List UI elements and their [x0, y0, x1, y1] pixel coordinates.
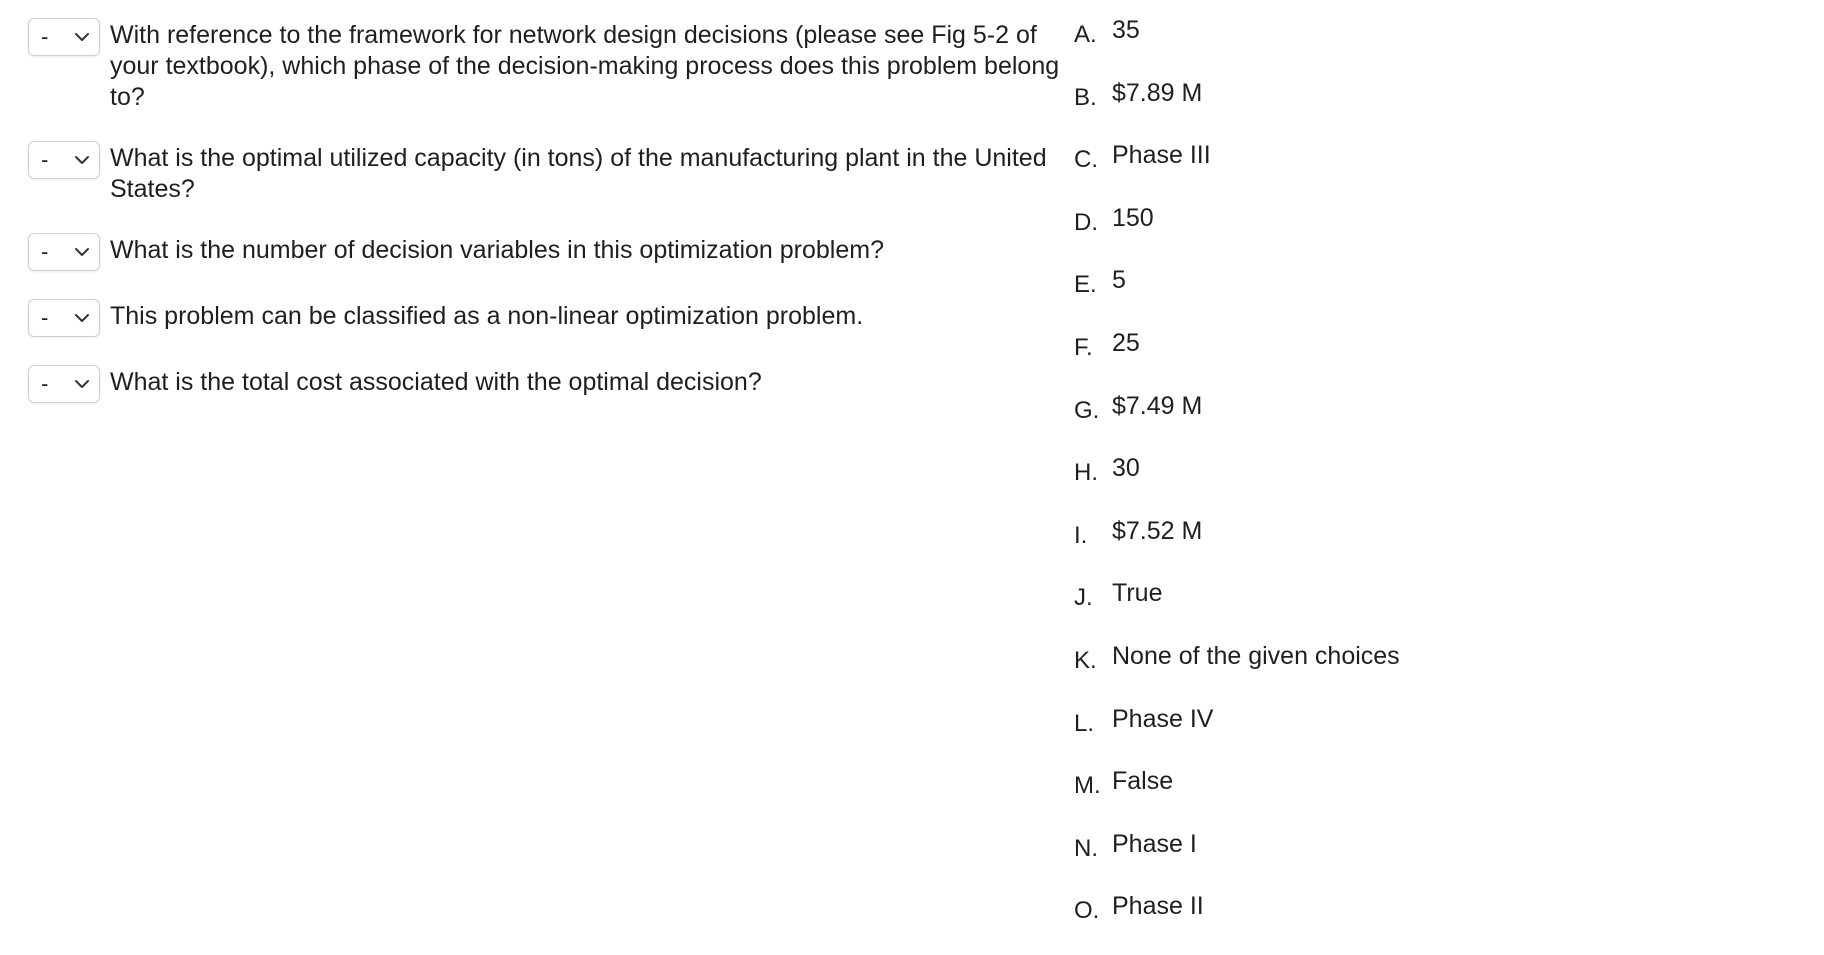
answer-letter: H.: [1074, 459, 1098, 487]
answer-choice: [1074, 705, 1774, 768]
answer-select-1[interactable]: [28, 18, 100, 56]
answer-letter: J.: [1074, 584, 1093, 612]
question-text: With reference to the framework for network design decisions (please see Fig 5-2 of your textbook), which phase of the decision-making process does this problem belong to?: [110, 21, 1060, 111]
chevron-down-icon: [73, 375, 91, 393]
answer-letter: B.: [1074, 83, 1097, 111]
answer-text: Phase IV: [1112, 704, 1214, 733]
answer-choice: [1074, 141, 1774, 204]
answer-choice: [1074, 79, 1774, 142]
answer-text: Phase I: [1112, 829, 1197, 858]
question-row: [28, 365, 1068, 403]
answer-letter: E.: [1074, 271, 1097, 299]
answer-letter: M.: [1074, 772, 1101, 800]
answer-letter: K.: [1074, 646, 1097, 674]
answer-choice: [1074, 579, 1774, 642]
answer-choices-list: [1074, 16, 1774, 955]
question-text: What is the number of decision variables in this optimization problem?: [110, 236, 884, 264]
answer-text: $7.89 M: [1112, 78, 1203, 107]
answer-letter: N.: [1074, 834, 1098, 862]
answer-select-5[interactable]: [28, 365, 100, 403]
answer-text: $7.49 M: [1112, 391, 1203, 420]
answer-select-2[interactable]: [28, 141, 100, 179]
answer-text: $7.52 M: [1112, 516, 1203, 545]
answer-text: 35: [1112, 16, 1140, 44]
question-row: [28, 18, 1068, 113]
answer-letter: D.: [1074, 208, 1098, 236]
answer-choice: [1074, 642, 1774, 705]
answer-select-value: -: [41, 305, 49, 330]
chevron-down-icon: [73, 151, 91, 169]
answer-text: Phase III: [1112, 141, 1211, 170]
answer-select-value: -: [41, 239, 49, 264]
answer-text: 30: [1112, 454, 1140, 483]
answer-select-value: -: [41, 24, 49, 49]
answer-text: Phase II: [1112, 892, 1204, 921]
question-text: This problem can be classified as a non-linear optimization problem.: [110, 302, 864, 330]
answer-text: None of the given choices: [1112, 641, 1400, 670]
question-row: [28, 141, 1068, 205]
answer-choice: [1074, 830, 1774, 893]
question-row: [28, 299, 1068, 337]
question-row: [28, 233, 1068, 271]
answer-select-4[interactable]: [28, 299, 100, 337]
answer-choice: [1074, 767, 1774, 830]
answer-choice: [1074, 266, 1774, 329]
answer-select-value: -: [41, 371, 49, 396]
answer-choice: [1074, 454, 1774, 517]
answer-text: 150: [1112, 203, 1154, 232]
chevron-down-icon: [73, 28, 91, 46]
answer-text: 25: [1112, 328, 1140, 357]
answer-letter: A.: [1074, 21, 1097, 48]
answer-text: True: [1112, 579, 1163, 608]
question-text: What is the optimal utilized capacity (in tons) of the manufacturing plant in the United States?: [110, 144, 1047, 203]
answer-select-3[interactable]: [28, 233, 100, 271]
answer-choice: [1074, 892, 1774, 955]
answer-choice: [1074, 204, 1774, 267]
answer-choice: [1074, 16, 1774, 79]
answer-choice: [1074, 392, 1774, 455]
answer-letter: C.: [1074, 146, 1098, 174]
chevron-down-icon: [73, 309, 91, 327]
answer-letter: I.: [1074, 521, 1088, 549]
answer-letter: G.: [1074, 396, 1100, 424]
answer-letter: O.: [1074, 897, 1100, 925]
answer-choice: [1074, 329, 1774, 392]
answer-text: 5: [1112, 266, 1126, 295]
question-list: [28, 18, 1068, 431]
answer-select-value: -: [41, 147, 49, 172]
answer-letter: L.: [1074, 709, 1095, 737]
question-text: What is the total cost associated with the optimal decision?: [110, 368, 762, 396]
answer-text: False: [1112, 767, 1174, 796]
chevron-down-icon: [73, 243, 91, 261]
answer-choice: [1074, 517, 1774, 580]
answer-letter: F.: [1074, 333, 1093, 361]
